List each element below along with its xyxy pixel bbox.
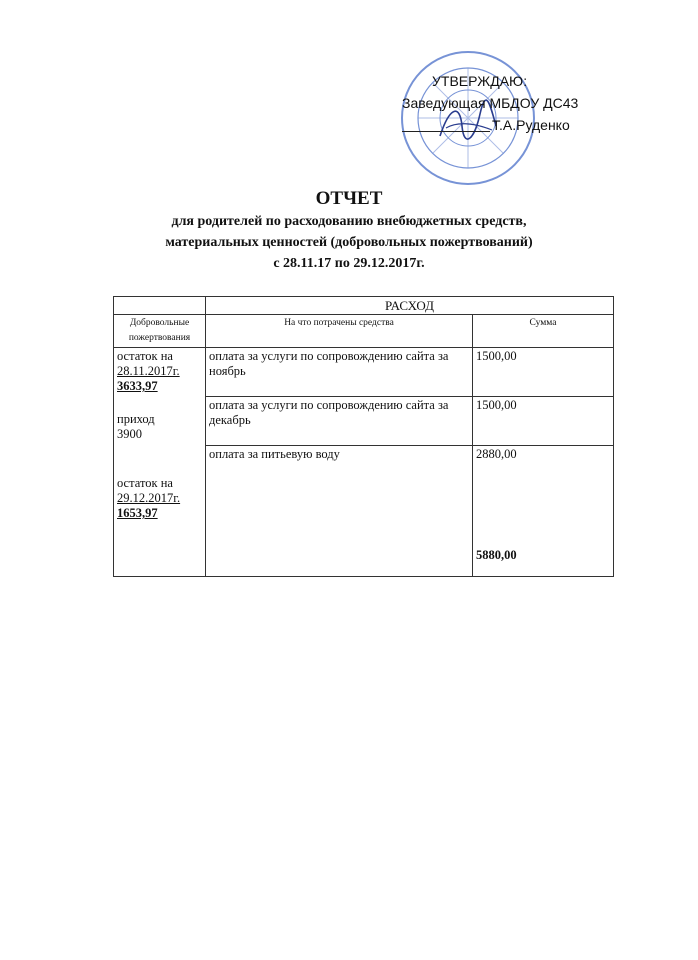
expense-amount: 1500,00: [473, 397, 614, 446]
table-group-header-row: [114, 297, 614, 315]
expense-description: оплата за услуги по сопровождению сайта за декабрь: [206, 397, 473, 446]
signature-line: [402, 131, 490, 132]
column-header-donations: Добровольные пожертвования: [114, 315, 206, 348]
end-balance-date: 29.12.2017г.: [117, 491, 181, 505]
income-label: приход: [117, 412, 155, 426]
approval-name: Т.А.Руденко: [492, 117, 570, 133]
expense-amount: 1500,00: [473, 348, 614, 397]
start-balance-label: остаток на: [117, 349, 173, 363]
empty-header-cell: [114, 297, 206, 315]
expense-amount: 2880,00: [476, 447, 517, 461]
start-balance-amount: 3633,97: [117, 379, 158, 393]
total-amount: 5880,00: [476, 548, 517, 562]
document-title: ОТЧЕТ: [315, 188, 383, 209]
start-balance-date: 28.11.2017г.: [117, 364, 180, 378]
expense-description: оплата за питьевую воду: [206, 446, 473, 577]
approval-position: Заведующая МБДОУ ДС43: [402, 95, 579, 111]
document-period: с 28.11.17 по 29.12.2017г.: [273, 256, 425, 271]
expense-amount-cell: [473, 446, 614, 577]
expense-report-table: [113, 296, 614, 577]
table-column-header-row: [114, 315, 614, 348]
document-subtitle-line1: для родителей по расходованию внебюджетных средств,: [171, 214, 527, 229]
column-header-amount: Сумма: [473, 315, 614, 348]
column-header-purpose: На что потрачены средства: [206, 315, 473, 348]
expense-description: оплата за услуги по сопровождению сайта за ноябрь: [206, 348, 473, 397]
approval-block: [402, 70, 672, 136]
end-balance-label: остаток на: [117, 476, 173, 490]
approval-signer: [402, 114, 672, 136]
expense-group-header: РАСХОД: [206, 297, 614, 315]
end-balance-amount: 1653,97: [117, 506, 158, 520]
table-row: [114, 348, 614, 397]
document-subtitle-line2: материальных ценностей (добровольных пожертвований): [165, 235, 533, 250]
approval-title: УТВЕРЖДАЮ:: [432, 73, 528, 89]
income-amount: 3900: [117, 427, 142, 441]
donations-cell: [114, 348, 206, 577]
